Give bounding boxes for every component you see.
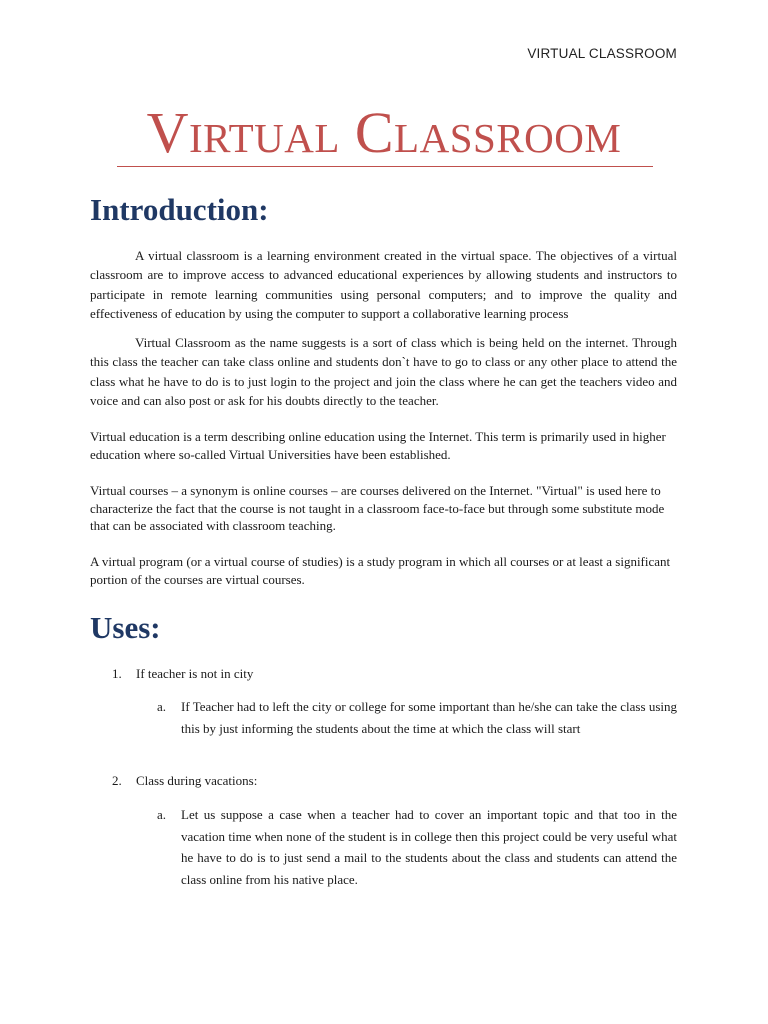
list-item-text: If teacher is not in city xyxy=(136,666,254,681)
sub-item-text: Let us suppose a case when a teacher had to cover an important topic and that too in the vacation time when none of the student is in college then this project could be very useful what he have to do is to just send a mail to the students about the class and students can attend the class online from his native place. xyxy=(181,807,677,887)
running-header: VIRTUAL CLASSROOM xyxy=(527,46,677,61)
uses-list-item-2 xyxy=(112,771,257,790)
intro-paragraph-3: Virtual education is a term describing online education using the Internet. This term is primarily used in higher education where so-called Virtual Universities have been established. xyxy=(90,429,666,462)
list-item-text: Class during vacations: xyxy=(136,773,258,788)
sub-item-letter: a. xyxy=(157,807,167,822)
uses-sub-item-1a xyxy=(157,696,677,739)
intro-paragraph-1: A virtual classroom is a learning environment created in the virtual space. The objectives of a virtual classroom are to improve access to advanced educational experiences by allowing students and instructors to participate in remote learning communities using personal computers; and to improve the quality and effectiveness of education by using the computer to support a collaborative learning process xyxy=(90,248,677,321)
intro-paragraph-2: Virtual Classroom as the name suggests is a sort of class which is being held on the internet. Through this class the teacher can take class online and students don`t have to go to class or any other place to attend the class what he have to do is to just login to the project and join the class where he can get the teachers video and voice and can also post or ask for his doubts directly to the teacher. xyxy=(90,335,677,408)
intro-paragraph-4: Virtual courses – a synonym is online courses – are courses delivered on the Internet. "Virtual" is used here to characterize the fact that the course is not taught in a classroom face-to-face but through some substitute mode that can be associated with classroom teaching. xyxy=(90,483,665,534)
sub-item-letter: a. xyxy=(157,699,167,714)
uses-sub-item-2a xyxy=(157,804,677,890)
list-item-number: 2. xyxy=(112,773,122,788)
title-underline-rule xyxy=(117,166,653,167)
list-item-number: 1. xyxy=(112,666,122,681)
uses-heading: Uses: xyxy=(90,610,161,645)
uses-list-item-1 xyxy=(112,664,253,683)
introduction-heading: Introduction: xyxy=(90,192,269,227)
intro-paragraph-5: A virtual program (or a virtual course of studies) is a study program in which all courses or at least a significant portion of the courses are virtual courses. xyxy=(90,554,671,587)
sub-item-text: If Teacher had to left the city or college for some important than he/she can take the class using this by just informing the students about the time at which the class will start xyxy=(181,699,677,736)
document-title: Virtual Classroom xyxy=(146,100,622,165)
